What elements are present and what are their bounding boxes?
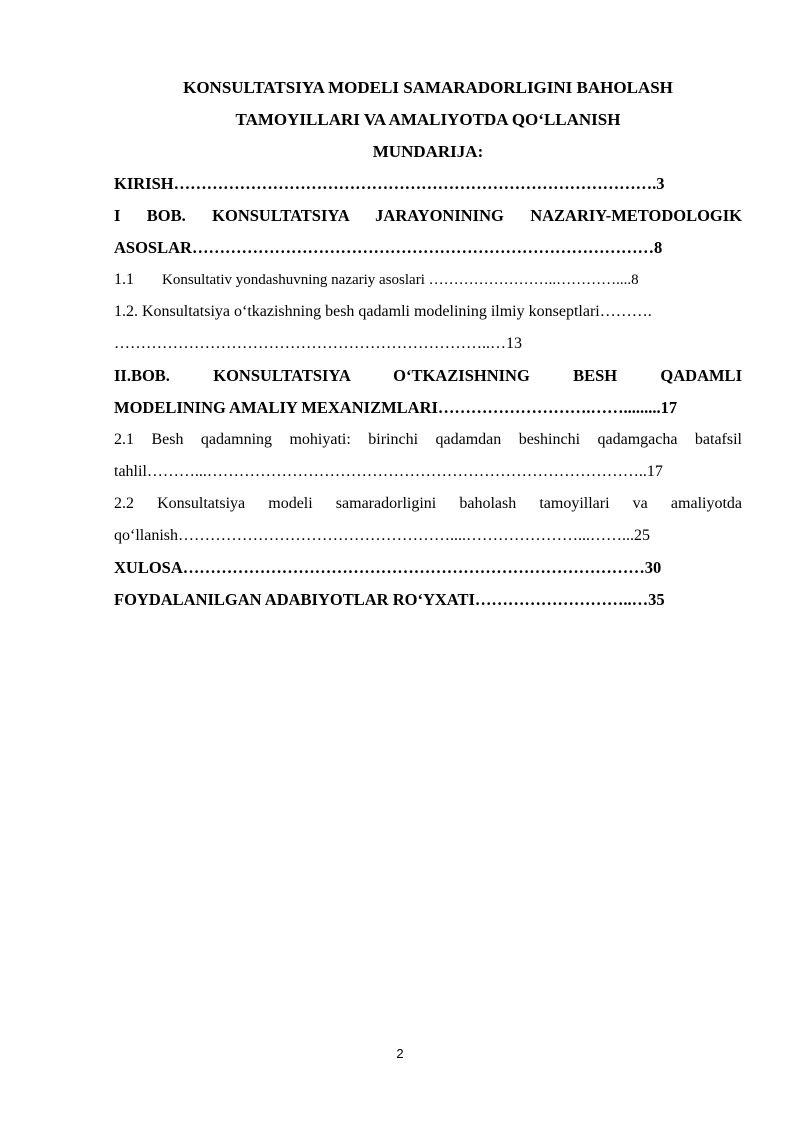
- page-number: 2: [396, 1046, 404, 1061]
- contents-heading: MUNDARIJA:: [372, 142, 484, 161]
- toc-entry-intro: KIRISH…………………………………………………………………………….3: [114, 174, 665, 193]
- toc-entry-conclusion: XULOSA…………………………………………………………………………30: [114, 558, 662, 577]
- table-of-contents: [114, 168, 742, 616]
- document-title-line-2: TAMOYILLARI VA AMALIYOTDA QO‘LLANISH: [235, 110, 621, 129]
- toc-entry-chapter-2-line-2: MODELINING AMALIY MEXANIZMLARI……………………….…….........17: [114, 398, 678, 417]
- toc-entry-references: FOYDALANILGAN ADABIYOTLAR RO‘YXATI………………………..…35: [114, 590, 665, 609]
- toc-entry-section-1-1: [114, 264, 742, 296]
- toc-entry-section-1-2-line-1: 1.2. Konsultatsiya o‘tkazishning besh qadamli modelining ilmiy konseptlari……….: [114, 303, 652, 320]
- toc-entry-section-2-1-line-1: 2.1 Besh qadamning mohiyati: birinchi qadamdan beshinchi qadamgacha batafsil: [114, 431, 742, 448]
- toc-entry-section-2-1-line-2: tahlil………...………………………………………………………………………..17: [114, 463, 663, 480]
- section-number: 1.1: [114, 271, 134, 288]
- toc-entry-chapter-1-line-1: I BOB. KONSULTATSIYA JARAYONINING NAZARIY-METODOLOGIK: [114, 206, 742, 225]
- document-title-line-1: KONSULTATSIYA MODELI SAMARADORLIGINI BAHOLASH: [183, 78, 673, 97]
- toc-entry-section-2-2-line-1: 2.2 Konsultatsiya modeli samaradorligini baholash tamoyillari va amaliyotda: [114, 495, 742, 512]
- document-page: [114, 72, 742, 616]
- section-title: Konsultativ yondashuvning nazariy asoslari ……………………..…………....8: [162, 272, 639, 288]
- toc-entry-section-1-2-line-2: ……………………………………………………………..…13: [114, 335, 522, 352]
- toc-entry-chapter-1-line-2: ASOSLAR…………………………………………………………………………8: [114, 238, 663, 257]
- toc-entry-section-2-2-line-2: qo‘llanish……………………………………………....…………………...……...25: [114, 527, 650, 544]
- toc-entry-chapter-2-line-1: II.BOB. KONSULTATSIYA O‘TKAZISHNING BESH QADAMLI: [114, 366, 742, 385]
